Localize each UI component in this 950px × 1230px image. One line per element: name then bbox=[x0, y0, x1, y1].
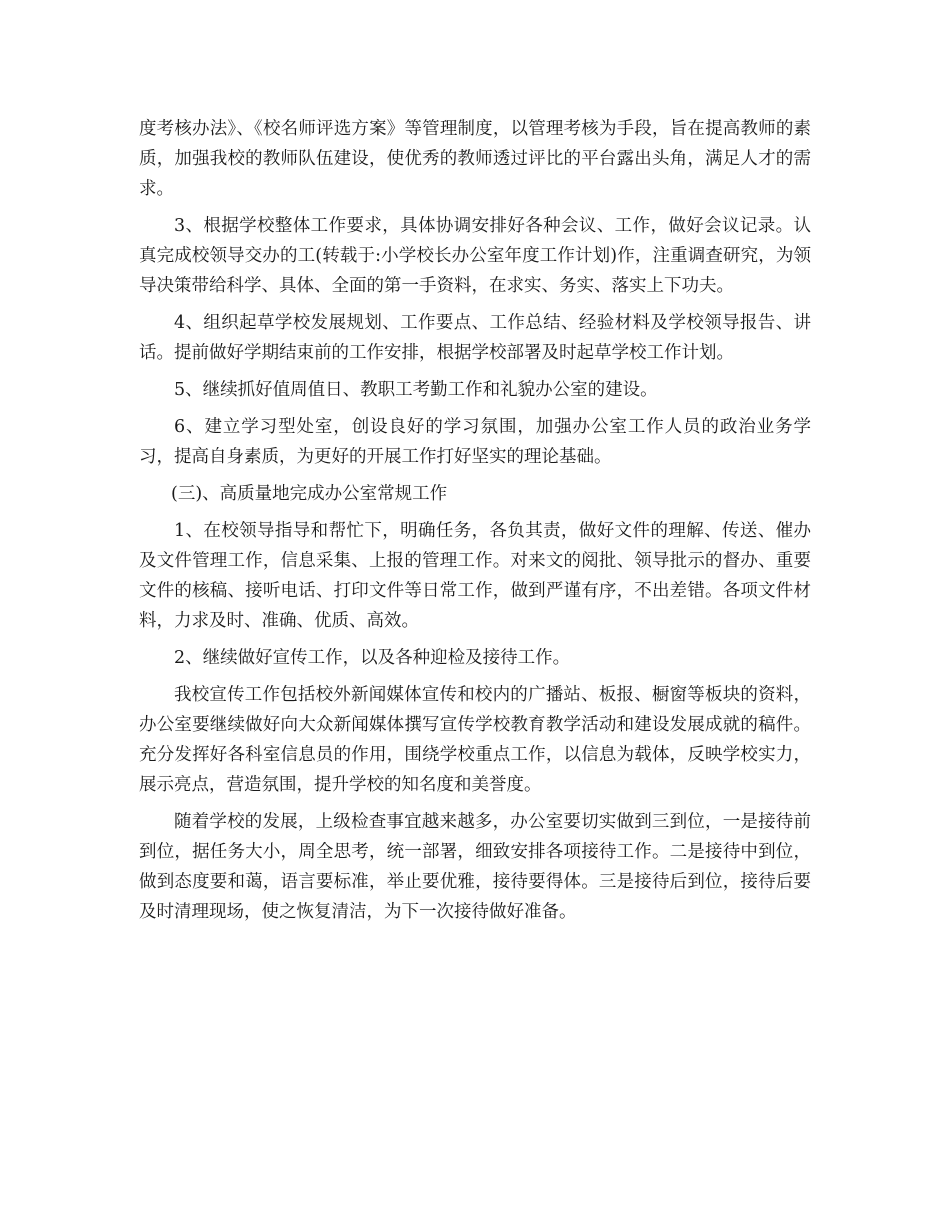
paragraph-item-6: 6、建立学习型处室，创设良好的学习氛围，加强办公室工作人员的政治业务学习，提高自身素质，为更好的开展工作打好坚实的理论基础。 bbox=[139, 417, 811, 467]
paragraph-item-5: 5、继续抓好值周值日、教职工考勤工作和礼貌办公室的建设。 bbox=[174, 380, 658, 400]
paragraph-item-1: 1、在校领导指导和帮忙下，明确任务，各负其责，做好文件的理解、传送、催办及文件管理工作，信息采集、上报的管理工作。对来文的阅批、领导批示的督办、重要文件的核稿、接听电话、打印文件等日常工作，做到严谨有序，不出差错。各项文件材料，力求及时、准确、优质、高效。 bbox=[139, 521, 811, 631]
paragraph-item-2: 2、继续做好宣传工作，以及各种迎检及接待工作。 bbox=[174, 648, 571, 668]
document-page bbox=[139, 114, 811, 934]
paragraph-reception: 随着学校的发展，上级检查事宜越来越多，办公室要切实做到三到位，一是接待前到位，据任务大小，周全思考，统一部署，细致安排各项接待工作。二是接待中到位，做到态度要和蔼，语言要标准，举止要优雅，接待要得体。三是接待后到位，接待后要及时清理现场，使之恢复清洁，为下一次接待做好准备。 bbox=[139, 812, 811, 922]
paragraph-continuation: 度考核办法》、《校名师评选方案》等管理制度，以管理考核为手段，旨在提高教师的素质，加强我校的教师队伍建设，使优秀的教师透过评比的平台露出头角，满足人才的需求。 bbox=[139, 119, 811, 199]
paragraph-publicity: 我校宣传工作包括校外新闻媒体宣传和校内的广播站、板报、橱窗等板块的资料，办公室要继续做好向大众新闻媒体撰写宣传学校教育教学活动和建设发展成就的稿件。充分发挥好各科室信息员的作用，围绕学校重点工作，以信息为载体，反映学校实力，展示亮点，营造氛围，提升学校的知名度和美誉度。 bbox=[139, 685, 811, 795]
paragraph-item-3: 3、根据学校整体工作要求，具体协调安排好各种会议、工作，做好会议记录。认真完成校领导交办的工(转载于:小学校长办公室年度工作计划)作，注重调查研究，为领导决策带给科学、具体、全面的第一手资料，在求实、务实、落实上下功夫。 bbox=[139, 216, 811, 296]
section-heading-3: (三)、高质量地完成办公室常规工作 bbox=[171, 484, 448, 504]
paragraph-item-4: 4、组织起草学校发展规划、工作要点、工作总结、经验材料及学校领导报告、讲话。提前做好学期结束前的工作安排，根据学校部署及时起草学校工作计划。 bbox=[139, 313, 811, 363]
